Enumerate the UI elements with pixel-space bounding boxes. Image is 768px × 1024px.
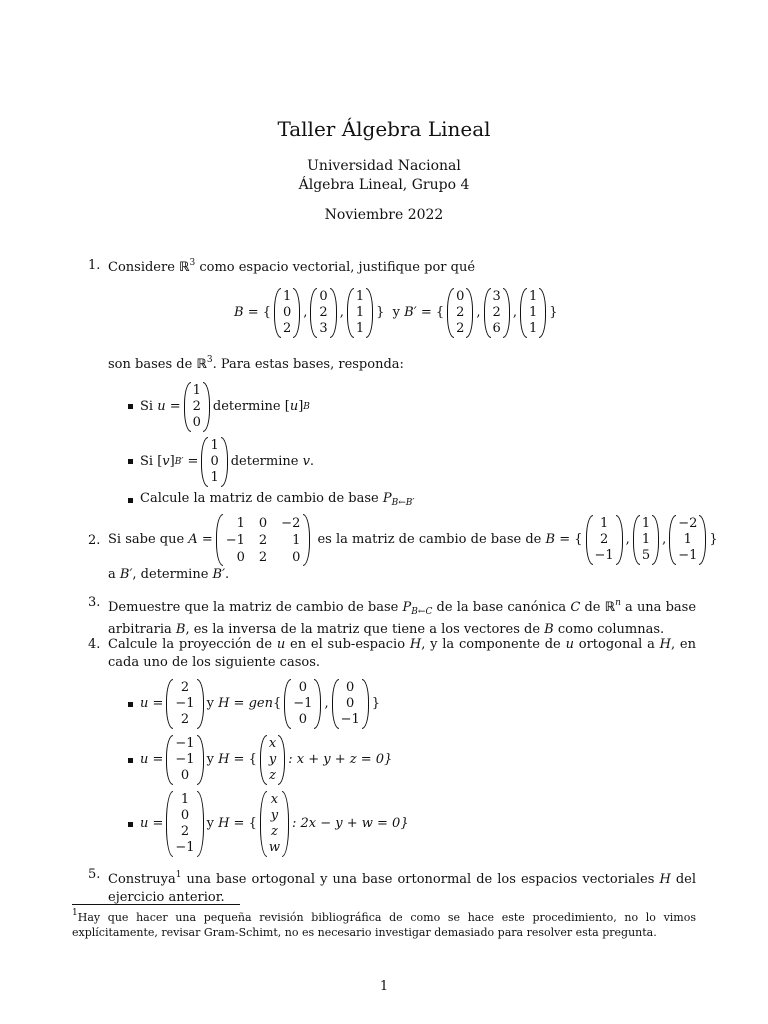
basis-bp-vector-3: 1 1 1 [520,288,546,338]
basis-b-vector-2: 0 2 3 [310,288,336,338]
footnote: $^1$Hay que hacer una pequeña revisión bibliográfica de como se hace este procedimiento, no lo vimos explícitamente, revisar Gram-Schimt, no es necesario investigar demasiado para resolver esta pregunta. [72,908,696,939]
bullet-icon [128,459,133,464]
bullet-icon [128,404,133,409]
footnote-mark: 1 [175,870,182,880]
bullet-icon [128,498,133,503]
affiliation [0,157,768,195]
document-date: Noviembre 2022 [324,207,444,223]
problem-4-case-3: u = 1 0 2 −1 y H = { x y z w : 2x − y + w = 0} [0,790,768,858]
document-title: Taller Álgebra Lineal [277,117,491,141]
matrix-a: 1 0 −2 −1 2 1 0 2 0 [216,514,311,566]
footnote-divider [72,904,240,905]
problem-1-bullet-1: Si u = 1 2 0 determine [ u ] B [0,382,768,432]
institution: Universidad Nacional [307,158,461,174]
page: Taller Álgebra Lineal Universidad Nacional Álgebra Lineal, Grupo 4 Noviembre 2022 1. Considere ℝ$^3$ como espacio vectorial, justifique por qué B = { 1 0 2 , 0 2 3 , 1 1 1 } y B′ = { 0 2 2 , 3 2 6 , 1 1 1 } son bases de ℝ$^3$. Para estas bases, responda: Si u = 1 2 0 determine [ u ] B Si [ v ] B′ = 1 0 1 determine v . Calcule la matriz de cambio de base $P_{B\leftarrow B'}$ 2. Si sabe que A = 1 0 −2 −1 2 1 0 2 0 es la matriz de cambio de base de B = { 1 2 −1 , 1 1 5 , −2 1 −1 } a B′, determine B′. 3. Demuestre que la matriz de cambio de base $P_{B\leftarrow C}$ de la base canónica C de ℝ$^n$ a una base arbitraria B, es la inversa de la matriz que tiene a los vectores de B como columnas. 4. Calcule la proyección de u en el sub-espacio H, y la componente de u ortogonal a H, en cada uno de los siguiente casos. u = 2 −1 2 y H = gen { 0 −1 0 , 0 0 −1 } u = −1 −1 0 y H = { x y z : x + y + z = 0} u = 1 0 2 −1 y H = { x y z w : 2x − y + w = 0} 5. Construya$^1$ una base ortogonal y una base ortonormal de los espacios vectoriales H del ejercicio anterior. $^1$Hay que hacer una pequeña revisión bibliográfica de como se hace este procedimiento, no lo vimos explícitamente, revisar Gram-Schimt, no es necesario investigar demasiado para resolver esta pregunta. 1 [0,0,768,1024]
problem-2: 2. Si sabe que A = 1 0 −2 −1 2 1 0 2 0 es la matriz de cambio de base de B = { 1 2 −1 , 1 1 5 , −2 1 −1 } [88,515,718,565]
basis-bp-vector-1: 0 2 2 [447,288,473,338]
basis-bp-vector-2: 3 2 6 [484,288,510,338]
basis-b-vector-1: 1 0 2 [274,288,300,338]
course: Álgebra Lineal, Grupo 4 [298,177,470,193]
bullet-icon [128,758,133,763]
problem-4-case-1: u = 2 −1 2 y H = gen { 0 −1 0 , 0 0 −1 } [0,678,768,730]
basis-b-vector-3: 1 1 1 [347,288,373,338]
problem-number: 1. [88,258,101,273]
problem-1-bullet-2: Si [ v ] B′ = 1 0 1 determine v . [0,437,768,487]
page-number: 1 [379,979,389,994]
bullet-icon [128,702,133,707]
problem-1-intro: Considere ℝ$^3$ como espacio vectorial, justifique por qué [108,258,476,275]
problem-4-case-2: u = −1 −1 0 y H = { x y z : x + y + z = 0} [0,734,768,786]
bullet-icon [128,822,133,827]
